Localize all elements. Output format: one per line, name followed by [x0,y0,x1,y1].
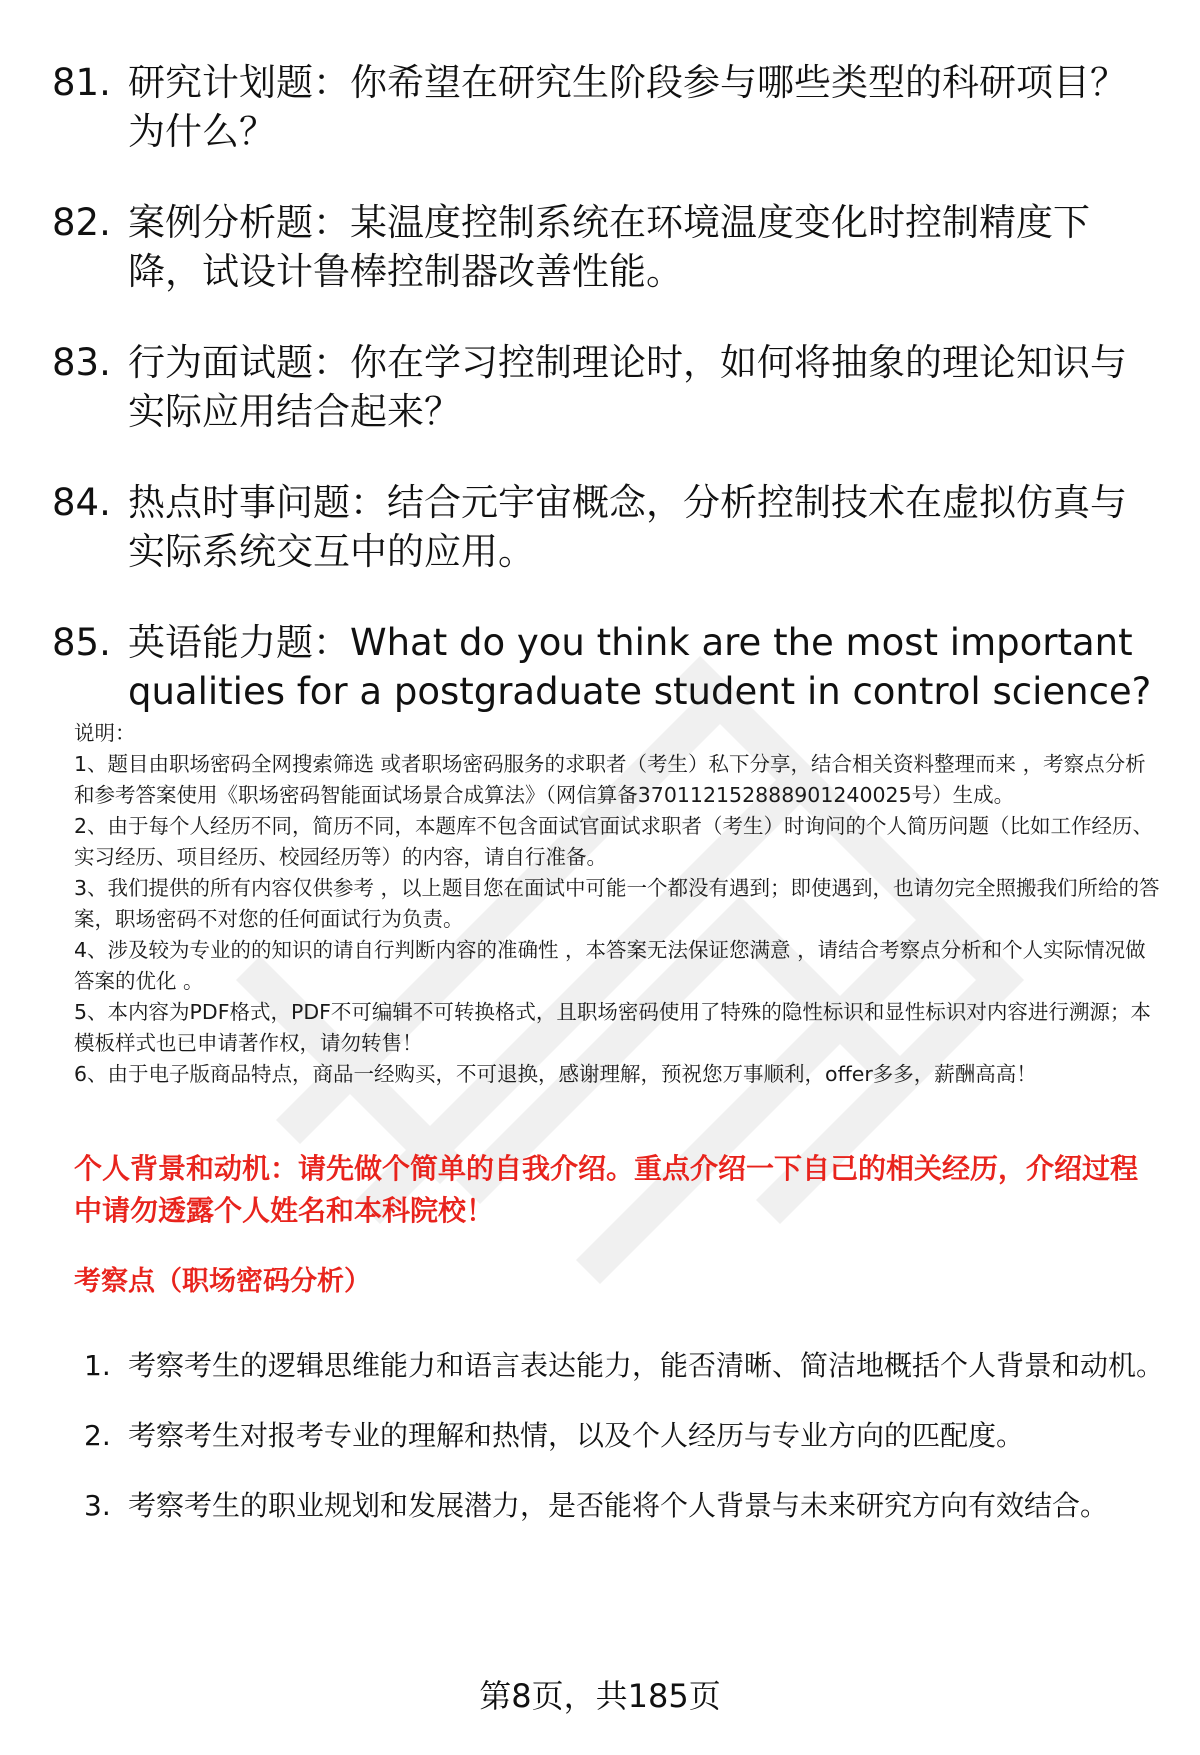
point-text: 考察考生对报考专业的理解和热情，以及个人经历与专业方向的匹配度。 [128,1419,1025,1452]
note-item: 3、我们提供的所有内容仅供参考 ，以上题目您在面试中可能一个都没有遇到；即使遇到，也请勿完全照搬我们所给的答案，职场密码不对您的任何面试行为负责。 [74,876,1160,931]
section-title: 个人背景和动机：请先做个简单的自我介绍。重点介绍一下自己的相关经历，介绍过程中请勿透露个人姓名和本科院校！ [74,1152,1139,1227]
note-item: 5、本内容为PDF格式，PDF不可编辑不可转换格式，且职场密码使用了特殊的隐性标识和显性标识对内容进行溯源；本模板样式也已申请著作权，请勿转售！ [74,1000,1151,1055]
question-text: 热点时事问题：结合元宇宙概念，分析控制技术在虚拟仿真与实际系统交互中的应用。 [128,481,1127,573]
question-number: 84. [52,481,111,524]
question-list [52,58,1162,758]
point-text: 考察考生的职业规划和发展潜力，是否能将个人背景与未来研究方向有效结合。 [128,1489,1109,1522]
note-item: 1、题目由职场密码全网搜索筛选 或者职场密码服务的求职者（考生）私下分享，结合相关资料整理而来 ，考察点分析和参考答案使用《职场密码智能面试场景合成算法》（网信算备370112152888901240025号）生成。 [74,752,1146,807]
point-number: 2. [84,1419,111,1452]
question-text: 案例分析题：某温度控制系统在环境温度变化时控制精度下降，试设计鲁棒控制器改善性能。 [128,201,1090,293]
question-text: 英语能力题：What do you think are the most important qualities for a postgraduate student in control science? [128,621,1152,713]
question-item [52,198,1162,296]
question-text: 研究计划题：你希望在研究生阶段参与哪些类型的科研项目？为什么？ [128,61,1127,153]
point-number: 1. [84,1349,111,1382]
note-item: 4、涉及较为专业的的知识的请自行判断内容的准确性 ，本答案无法保证您满意 ，请结合考察点分析和个人实际情况做答案的优化 。 [74,938,1146,993]
point-item [84,1476,1164,1536]
question-number: 85. [52,621,111,664]
point-item [84,1406,1164,1466]
points-list [84,1336,1164,1546]
note-item: 6、由于电子版商品特点，商品一经购买，不可退换，感谢理解，预祝您万事顺利，offer多多，薪酬高高！ [74,1062,1037,1086]
question-item [52,618,1162,716]
note-item: 2、由于每个人经历不同，简历不同，本题库不包含面试官面试求职者（考生）时询问的个人简历问题（比如工作经历、实习经历、项目经历、校园经历等）的内容，请自行准备。 [74,814,1154,869]
question-item [52,338,1162,436]
section-subtitle: 考察点（职场密码分析） [74,1266,371,1297]
page-footer: 第8页，共185页 [479,1677,721,1715]
question-number: 83. [52,341,111,384]
notes-heading: 说明： [74,721,136,745]
question-number: 82. [52,201,111,244]
point-number: 3. [84,1489,111,1522]
question-text: 行为面试题：你在学习控制理论时，如何将抽象的理论知识与实际应用结合起来？ [128,341,1127,433]
question-item [52,58,1162,156]
question-item [52,478,1162,576]
point-text: 考察考生的逻辑思维能力和语言表达能力，能否清晰、简洁地概括个人背景和动机。 [128,1349,1165,1382]
question-number: 81. [52,61,111,104]
notes-block [74,718,1164,1090]
point-item [84,1336,1164,1396]
